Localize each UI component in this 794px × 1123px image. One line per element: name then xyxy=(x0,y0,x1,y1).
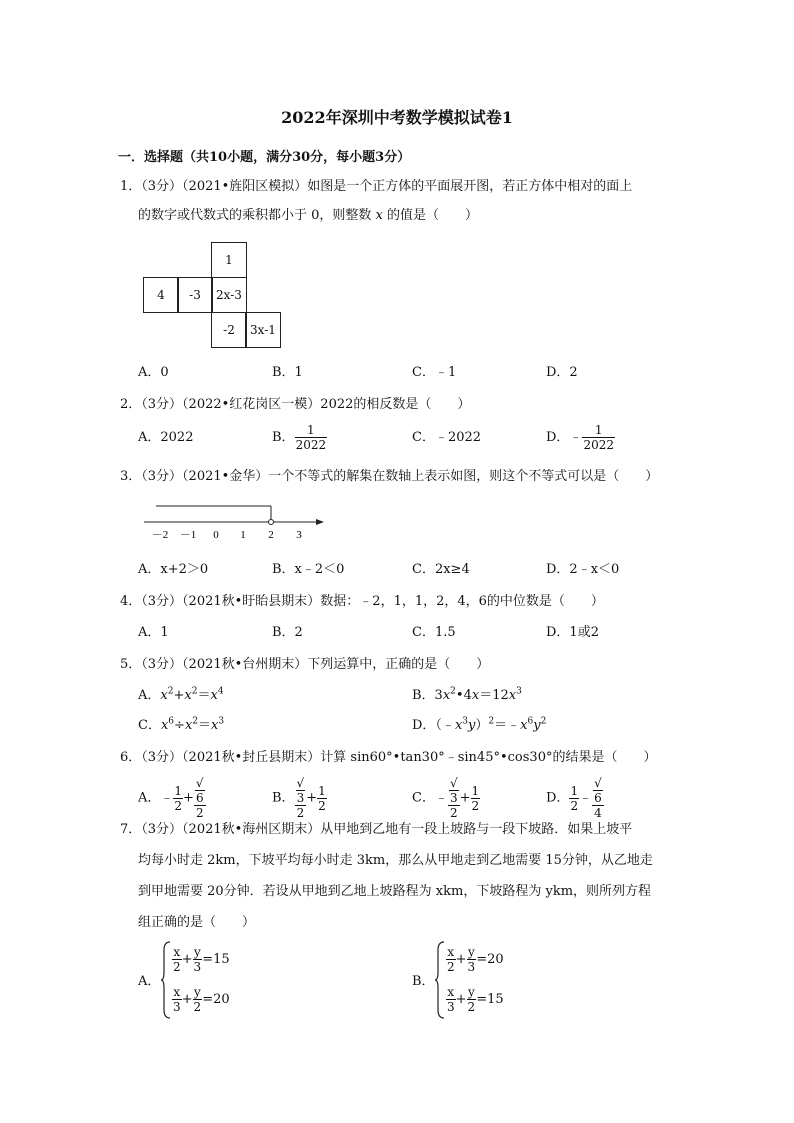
q6-option-c[interactable]: C．﹣ √ 3 2 + $\frac{1}{2}$ xyxy=(412,776,480,820)
q7-a-equation-1: $\frac{x}{2}$ + $\frac{y}{3}$ =15 xyxy=(173,945,230,974)
tick-label: 1 xyxy=(240,529,246,541)
q6-option-b[interactable]: B． √ 3 2 + $\frac{1}{2}$ xyxy=(272,776,326,820)
brace-icon xyxy=(160,940,172,1020)
q5-stem: 5．（3分）（2021秋•台州期末）下列运算中，正确的是（ ） xyxy=(120,657,490,672)
q7-option-a-label[interactable]: A． xyxy=(138,974,161,989)
q7-b-equation-1: $\frac{x}{2}$ + $\frac{y}{3}$ =20 xyxy=(447,945,504,974)
q6-option-a[interactable]: A．﹣ $\frac{1}{2}$ + √ 6 2 xyxy=(138,776,204,820)
q7-option-b-label[interactable]: B． xyxy=(412,974,435,989)
q1-stem-line1: 1．（3分）（2021•旌阳区模拟）如图是一个正方体的平面展开图，若正方体中相对的面上 xyxy=(120,179,633,194)
q1-option-c[interactable]: C．﹣1 xyxy=(412,365,457,380)
q7-a-equation-2: $\frac{x}{3}$ + $\frac{y}{2}$ =20 xyxy=(173,985,230,1014)
net-cell-3: 2x-3 xyxy=(211,277,247,313)
tick-label: －2 xyxy=(151,529,169,541)
q7-stem-line1: 7．（3分）（2021秋•海州区期末）从甲地到乙地有一段上坡路与一段下坡路．如果上坡平 xyxy=(120,822,633,837)
q4-option-a[interactable]: A．1 xyxy=(138,625,169,640)
q1-option-b[interactable]: B．1 xyxy=(272,365,303,380)
brace-icon xyxy=(434,940,446,1020)
q5-option-b[interactable]: B．$3x^2•4x=12x^3$ xyxy=(412,686,522,703)
cube-net-figure xyxy=(143,242,283,346)
q4-option-b[interactable]: B．2 xyxy=(272,625,303,640)
net-cell-top: 1 xyxy=(211,242,247,278)
page-title: 2022年深圳中考数学模拟试卷1 xyxy=(281,108,513,127)
q5-option-c[interactable]: C．$x^6\div x^2=x^3$ xyxy=(138,716,225,733)
q4-stem: 4．（3分）（2021秋•盱眙县期末）数据：﹣2，1，1，2，4，6的中位数是（ ） xyxy=(120,594,604,609)
q3-option-d[interactable]: D．2﹣x＜0 xyxy=(546,562,620,577)
q6-stem: 6．（3分）（2021秋•封丘县期末）计算 sin60°•tan30°﹣sin45°•cos30°的结果是（ ） xyxy=(120,750,657,765)
q2-option-a[interactable]: A．2022 xyxy=(138,430,194,445)
q1-stem-line2: 的数字或代数式的乘积都小于 0，则整数 x 的值是（ ） xyxy=(138,208,479,223)
q3-option-a[interactable]: A．x+2＞0 xyxy=(138,562,209,577)
q2-option-c[interactable]: C．﹣2022 xyxy=(412,430,482,445)
q1-option-a[interactable]: A．0 xyxy=(138,365,169,380)
q2-option-d[interactable]: D．﹣ $\frac{1}{2022}$ xyxy=(546,423,614,452)
tick-label: 3 xyxy=(296,529,302,541)
net-cell-2: -3 xyxy=(177,277,213,313)
net-cell-bottom-1: -2 xyxy=(211,312,247,348)
section-heading: 一．选择题（共10小题，满分30分，每小题3分） xyxy=(118,150,411,165)
q1-option-d[interactable]: D．2 xyxy=(546,365,578,380)
net-cell-1: 4 xyxy=(143,277,179,313)
q5-option-a[interactable]: A．$x^2+x^2=x^4$ xyxy=(138,686,224,703)
q4-option-d[interactable]: D．1或2 xyxy=(546,625,599,640)
tick-label: 0 xyxy=(213,529,219,541)
q2-stem: 2．（3分）（2022•红花岗区一模）2022的相反数是（ ） xyxy=(120,397,471,412)
q3-stem: 3．（3分）（2021•金华）一个不等式的解集在数轴上表示如图，则这个不等式可以是（ ） xyxy=(120,469,659,484)
tick-label: 2 xyxy=(268,529,274,541)
q7-b-equation-2: $\frac{x}{3}$ + $\frac{y}{2}$ =15 xyxy=(447,985,504,1014)
q7-stem-line2: 均每小时走 2km，下坡平均每小时走 3km，那么从甲地走到乙地需要 15分钟，从乙地走 xyxy=(138,853,653,868)
q5-option-d[interactable]: D．$(﹣x^3y)^2=﹣x^6y^2$ xyxy=(412,716,547,733)
q2-option-b[interactable]: B． $\frac{1}{2022}$ xyxy=(272,423,327,452)
tick-label: －1 xyxy=(179,529,197,541)
q7-stem-line3: 到甲地需要 20分钟．若设从甲地到乙地上坡路程为 xkm，下坡路程为 ykm，则所列方程 xyxy=(138,884,652,899)
q4-option-c[interactable]: C．1.5 xyxy=(412,625,456,640)
net-cell-bottom-2: 3x-1 xyxy=(245,312,281,348)
q6-option-d[interactable]: D． $\frac{1}{2}$ ﹣ √ 6 4 xyxy=(546,776,602,820)
q7-stem-line4: 组正确的是（ ） xyxy=(138,915,256,930)
number-line-figure xyxy=(140,500,330,542)
q3-option-b[interactable]: B．x﹣2＜0 xyxy=(272,562,345,577)
q3-option-c[interactable]: C．2x≥4 xyxy=(412,562,470,577)
